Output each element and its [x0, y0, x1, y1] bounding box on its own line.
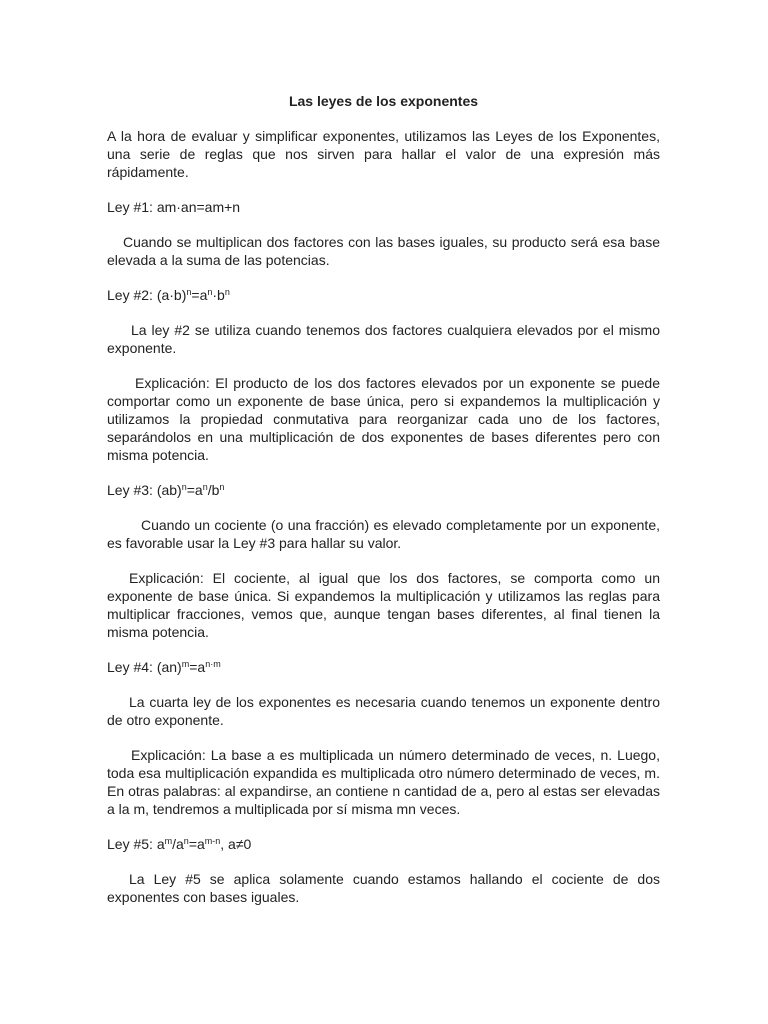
law-3-description: Cuando un cociente (o una fracción) es elevado completamente por un exponente, es favorable usar la Ley #3 para hallar su valor.: [107, 517, 660, 551]
law-2-explanation: Explicación: El producto de los dos factores elevados por un exponente se puede comportar como un exponente de base única, pero si expandemos la multiplicación y utilizamos la propiedad conmutativa para reorganizar cada uno de los factores, separándolos en una multiplicación de dos exponentes de bases diferentes pero con misma potencia.: [107, 375, 660, 463]
law-3-explanation: Explicación: El cociente, al igual que los dos factores, se comporta como un exponente de base única. Si expandemos la multiplicación y utilizamos las reglas para multiplicar fracciones, vemos que, aunque tengan bases diferentes, al final tienen la misma potencia.: [107, 570, 660, 640]
law-1-formula: Ley #1: am·an=am+n: [107, 199, 241, 215]
document-title: Las leyes de los exponentes: [288, 93, 479, 109]
law-1-description: Cuando se multiplican dos factores con las bases iguales, su producto será esa base elevada a la suma de las potencias.: [107, 234, 660, 268]
law-2-description: La ley #2 se utiliza cuando tenemos dos factores cualquiera elevados por el mismo exponente.: [107, 322, 660, 356]
law-3-formula: Ley #3: $(ab)^n=a^n/b^n$: [107, 482, 225, 498]
intro-paragraph: A la hora de evaluar y simplificar exponentes, utilizamos las Leyes de los Exponentes, una serie de reglas que nos sirven para hallar el valor de una expresión más rápidamente.: [107, 128, 660, 180]
law-2-formula: Ley #2: $(a\cdot b)^n=a^n\cdot b^n$: [107, 287, 230, 303]
law-4-explanation: Explicación: La base a es multiplicada un número determinado de veces, n. Luego, toda esa multiplicación expandida es multiplicada otro número determinado de veces, m. En otras palabras: al expandirse, an contiene n cantidad de a, pero al estas ser elevadas a la m, tendremos a multiplicada por sí misma mn veces.: [107, 747, 660, 817]
document-page: [107, 92, 660, 906]
law-5-description: La Ley #5 se aplica solamente cuando estamos hallando el cociente de dos exponentes con bases iguales.: [107, 871, 660, 905]
law-4-description: La cuarta ley de los exponentes es necesaria cuando tenemos un exponente dentro de otro exponente.: [107, 694, 660, 728]
law-5-formula: Ley #5: $a^m/a^n=a^{m-n}$, a≠0: [107, 836, 252, 852]
law-4-formula: Ley #4: $(an)^m=a^{n\cdot m}$: [107, 659, 221, 675]
